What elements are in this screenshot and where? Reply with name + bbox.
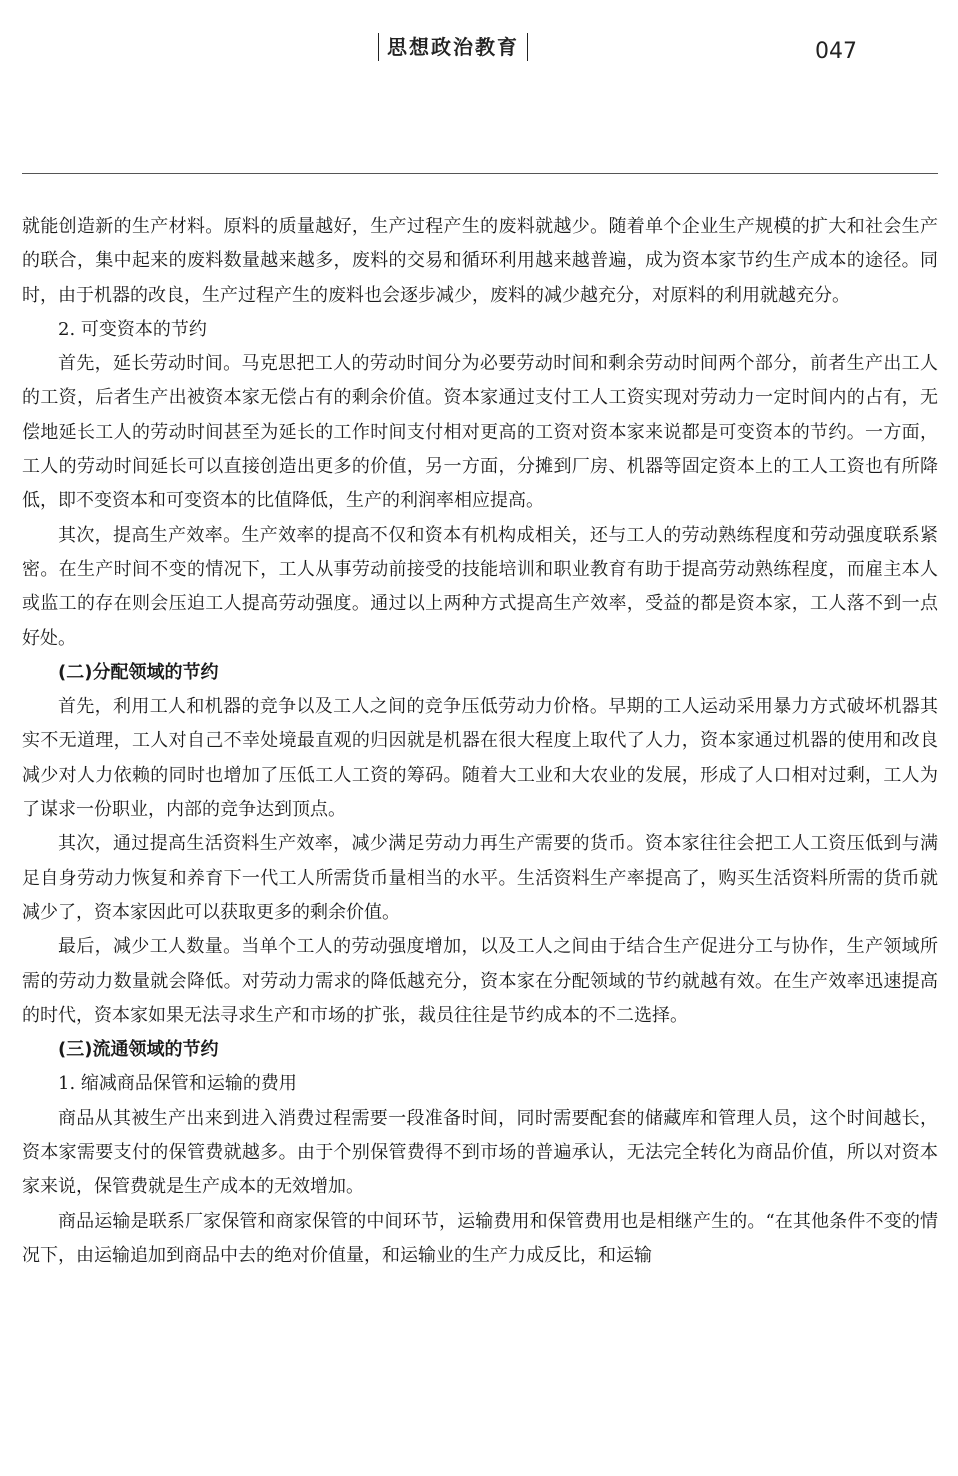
section-heading: (三)流通领域的节约 bbox=[58, 1039, 219, 1061]
header-divider bbox=[22, 173, 938, 174]
subsection-heading: 1. 缩减商品保管和运输的费用 bbox=[58, 1073, 297, 1095]
paragraph: 商品从其被生产出来到进入消费过程需要一段准备时间，同时需要配套的储藏库和管理人员，这个时间越长，资本家需要支付的保管费就越多。由于个别保管费得不到市场的普遍承认，无法完全转化为商品价值，所以对资本家来说，保管费就是生产成本的无效增加。 bbox=[22, 1107, 938, 1198]
paragraph: 其次，通过提高生活资料生产效率，减少满足劳动力再生产需要的货币。资本家往往会把工人工资压低到与满足自身劳动力恢复和养育下一代工人所需货币量相当的水平。生活资料生产率提高了，购买生活资料所需的货币就减少了，资本家因此可以获取更多的剩余价值。 bbox=[22, 833, 938, 923]
paragraph: 其次，提高生产效率。生产效率的提高不仅和资本有机构成相关，还与工人的劳动熟练程度和劳动强度联系紧密。在生产时间不变的情况下，工人从事劳动前接受的技能培训和职业教育有助于提高劳动熟练程度，而雇主本人或监工的存在则会压迫工人提高劳动强度。通过以上两种方式提高生产效率，受益的都是资本家，工人落不到一点好处。 bbox=[22, 524, 938, 649]
page-header bbox=[0, 0, 958, 175]
paragraph: 首先，延长劳动时间。马克思把工人的劳动时间分为必要劳动时间和剩余劳动时间两个部分，前者生产出工人的工资，后者生产出被资本家无偿占有的剩余价值。资本家通过支付工人工资实现对劳动力一定时间内的占有，无偿地延长工人的劳动时间甚至为延长的工作时间支付相对更高的工资对资本家来说都是可变资本的节约。一方面，工人的劳动时间延长可以直接创造出更多的价值，另一方面，分摊到厂房、机器等固定资本上的工人工资也有所降低，即不变资本和可变资本的比值降低，生产的利润率相应提高。 bbox=[22, 353, 938, 512]
paragraph: 就能创造新的生产材料。原料的质量越好，生产过程产生的废料就越少。随着单个企业生产规模的扩大和社会生产的联合，集中起来的废料数量越来越多，废料的交易和循环利用越来越普遍，成为资本家节约生产成本的途径。同时，由于机器的改良，生产过程产生的废料也会逐步减少，废料的减少越充分，对原料的利用就越充分。 bbox=[22, 216, 938, 306]
paragraph: 首先，利用工人和机器的竞争以及工人之间的竞争压低劳动力价格。早期的工人运动采用暴力方式破坏机器其实不无道理，工人对自己不幸处境最直观的归因就是机器在很大程度上取代了人力，资本家通过机器的使用和改良减少对人力依赖的同时也增加了压低工人工资的筹码。随着大工业和大农业的发展，形成了人口相对过剩，工人为了谋求一份职业，内部的竞争达到顶点。 bbox=[22, 696, 938, 821]
section-heading: (二)分配领域的节约 bbox=[58, 661, 219, 683]
article-body bbox=[22, 210, 938, 1273]
journal-title: 思想政治教育 bbox=[378, 33, 528, 61]
page-number: 047 bbox=[815, 39, 857, 64]
subsection-heading: 2. 可变资本的节约 bbox=[58, 318, 207, 340]
paragraph: 最后，减少工人数量。当单个工人的劳动强度增加，以及工人之间由于结合生产促进分工与协作，生产领域所需的劳动力数量就会降低。对劳动力需求的降低越充分，资本家在分配领域的节约就越有效。在生产效率迅速提高的时代，资本家如果无法寻求生产和市场的扩张，裁员往往是节约成本的不二选择。 bbox=[22, 936, 938, 1026]
paragraph: 商品运输是联系厂家保管和商家保管的中间环节，运输费用和保管费用也是相继产生的。“在其他条件不变的情况下，由运输追加到商品中去的绝对价值量，和运输业的生产力成反比，和运输 bbox=[22, 1210, 938, 1266]
